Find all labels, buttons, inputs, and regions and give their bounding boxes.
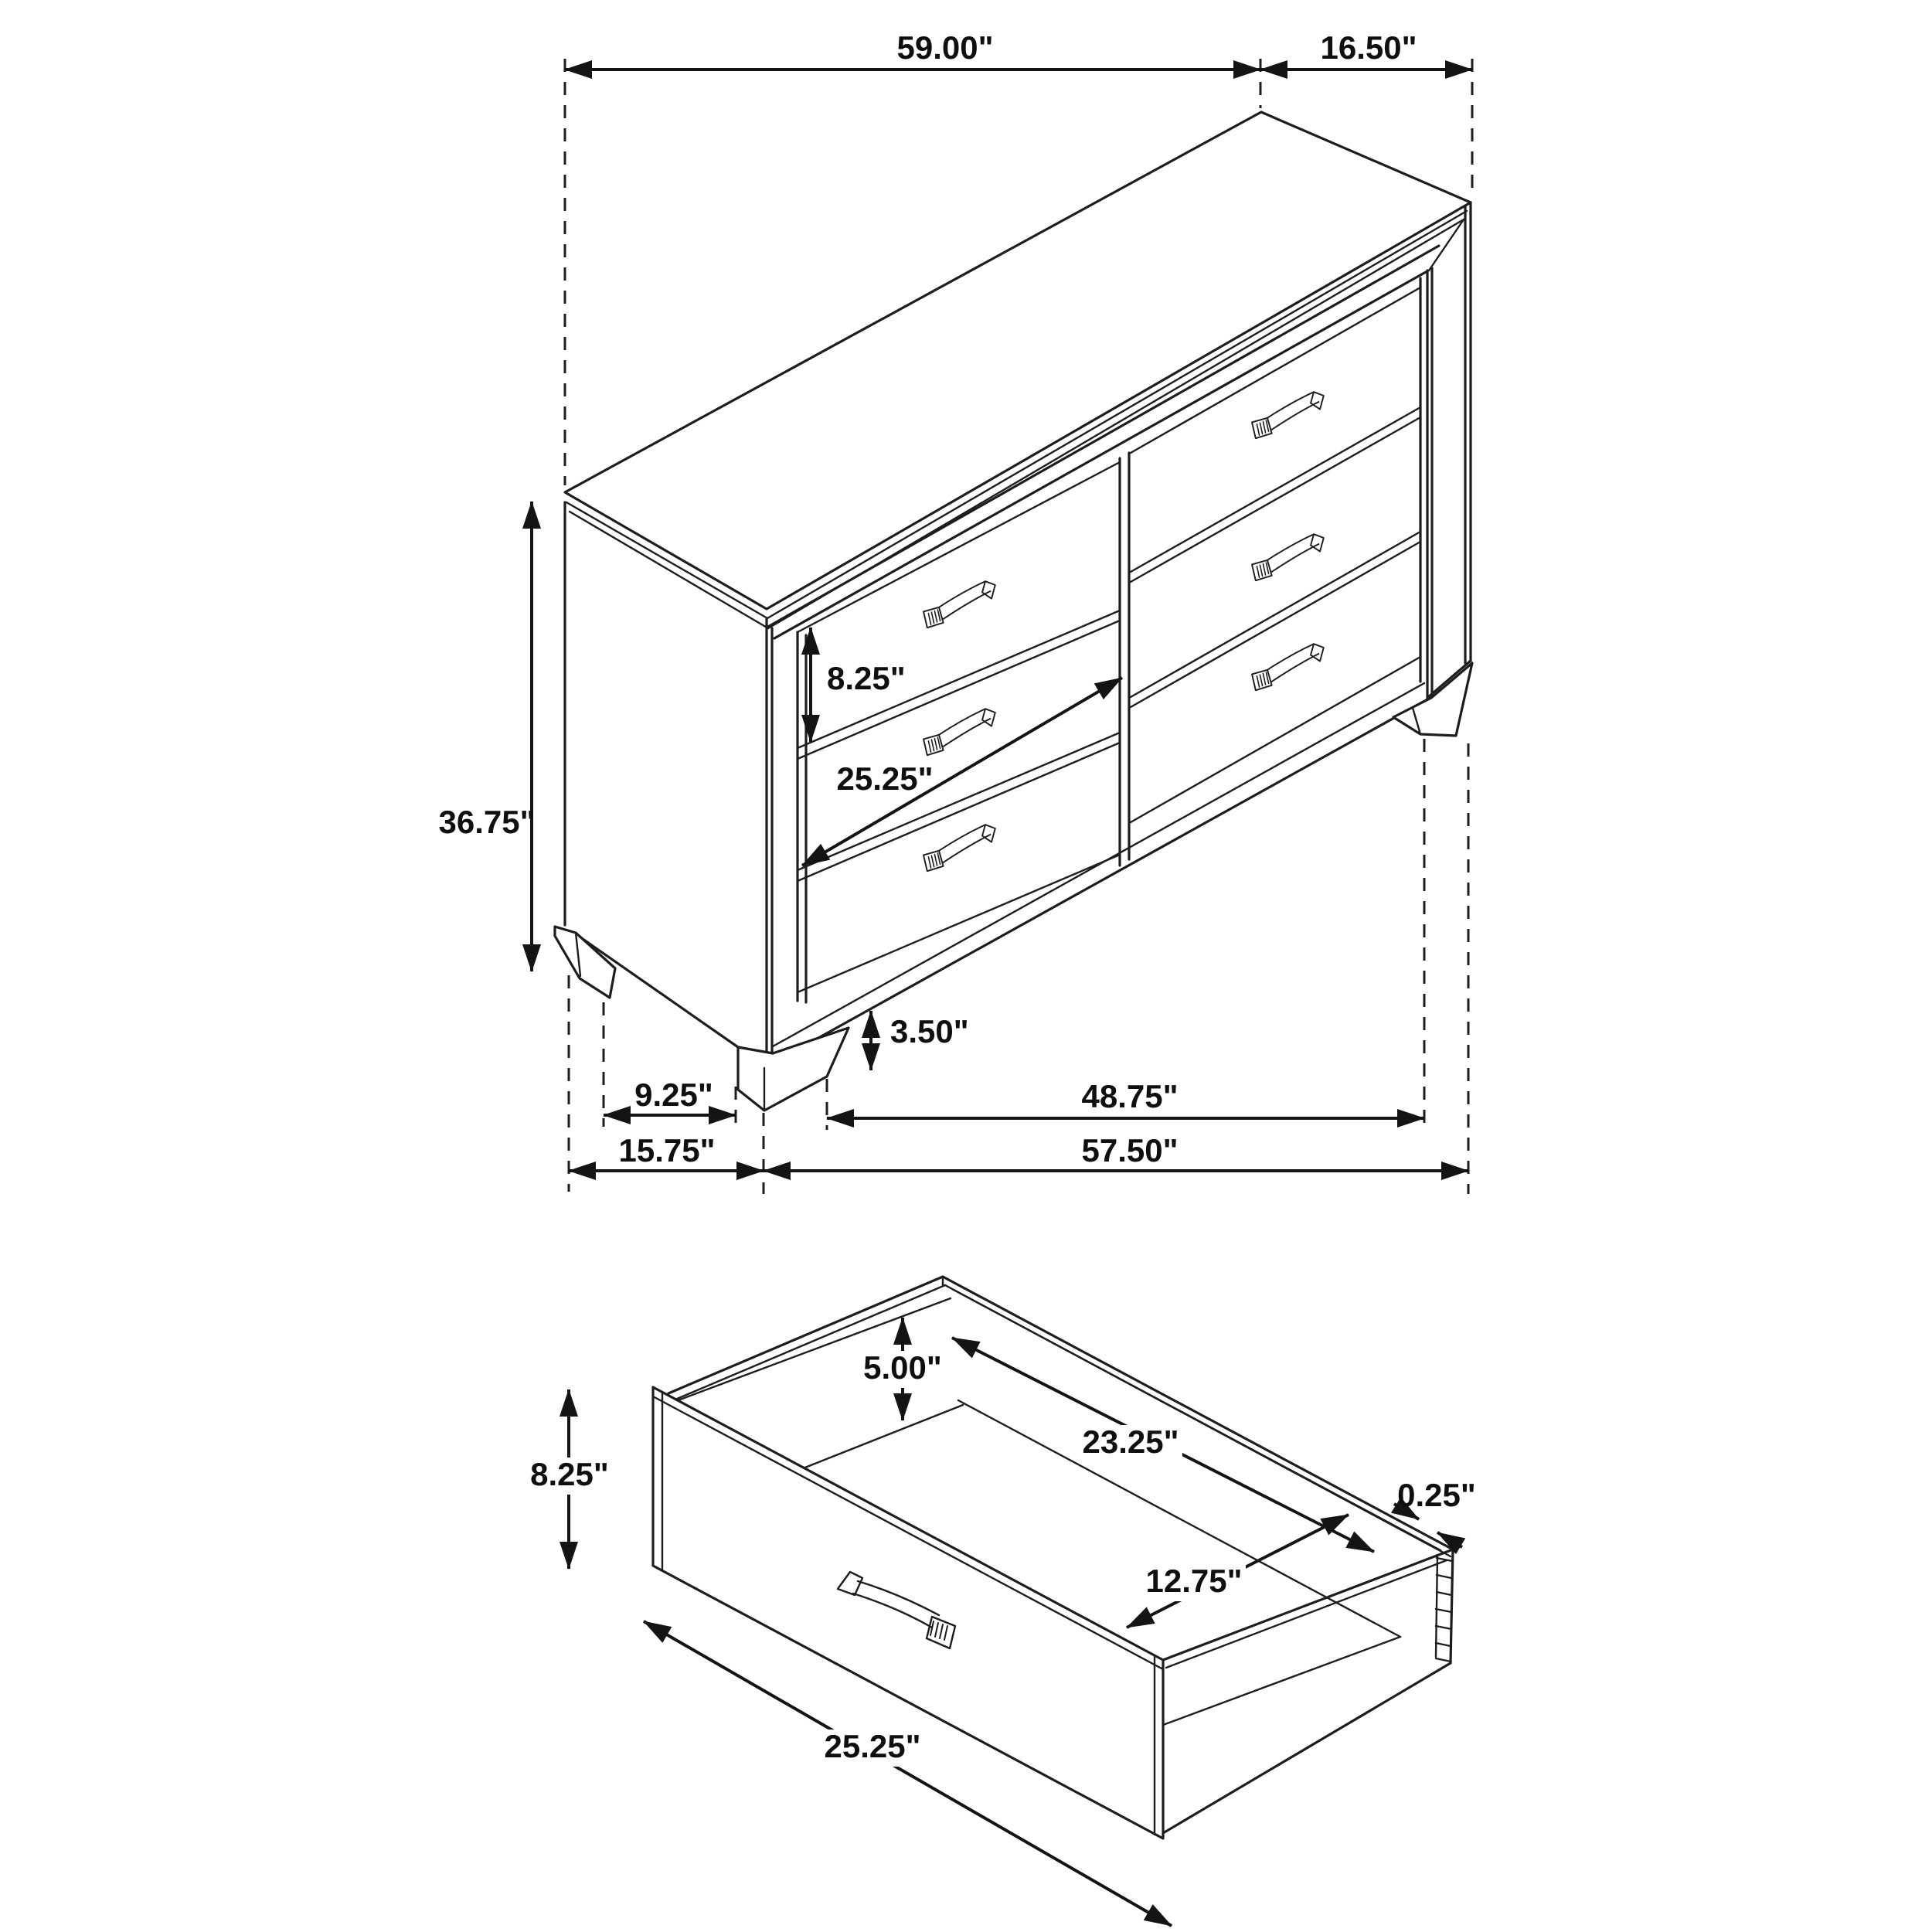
dim-inner-length-label: 23.25" [1082,1423,1179,1460]
drawer-handle [1252,534,1324,580]
dim-drawer-front-width-label: 25.25" [824,1728,921,1764]
dim-overall-width-label: 59.00" [896,29,994,66]
dim-front-footprint-label: 57.50" [1081,1132,1179,1168]
dim-feet-span-label: 48.75" [1081,1078,1179,1114]
drawer-box [653,1277,1453,1838]
dim-foot-clearance-label: 9.25" [634,1077,713,1113]
dim-panel-thickness-label: 0.25" [1397,1477,1476,1513]
dim-panel-thickness-arrow-right [1437,1532,1462,1547]
drawer-handle [923,709,995,755]
dim-overall-depth-label: 16.50" [1320,29,1417,66]
dim-inner-width-label: 12.75" [1145,1563,1243,1599]
dovetail-joint [1436,1549,1453,1663]
drawer-handle [923,825,995,871]
dim-drawer-width-label: 25.25" [836,760,934,797]
dresser-body [565,112,1471,1068]
leg-front-left [555,927,615,998]
dresser-view [438,29,1472,1194]
dim-inner-depth-label: 5.00" [863,1349,942,1386]
dim-foot-height-label: 3.50" [890,1013,969,1049]
dim-drawer-height-label: 8.25" [827,660,906,696]
dim-side-footprint-label: 15.75" [618,1132,716,1168]
drawer-handle [923,581,995,628]
dresser-top-face [565,112,1471,609]
drawer-view [530,1277,1476,1926]
dim-overall-height-label: 36.75" [438,804,536,840]
drawer-handle [1252,392,1324,438]
dim-drawer-front-height-label: 8.25" [530,1456,609,1492]
dresser-right-edge [1465,202,1471,663]
center-divider [1120,453,1129,866]
dresser-legs [555,663,1472,1111]
drawer-handle [1252,644,1324,690]
drawer-back-panel [943,1277,1453,1549]
leg-front-center [738,1028,849,1111]
